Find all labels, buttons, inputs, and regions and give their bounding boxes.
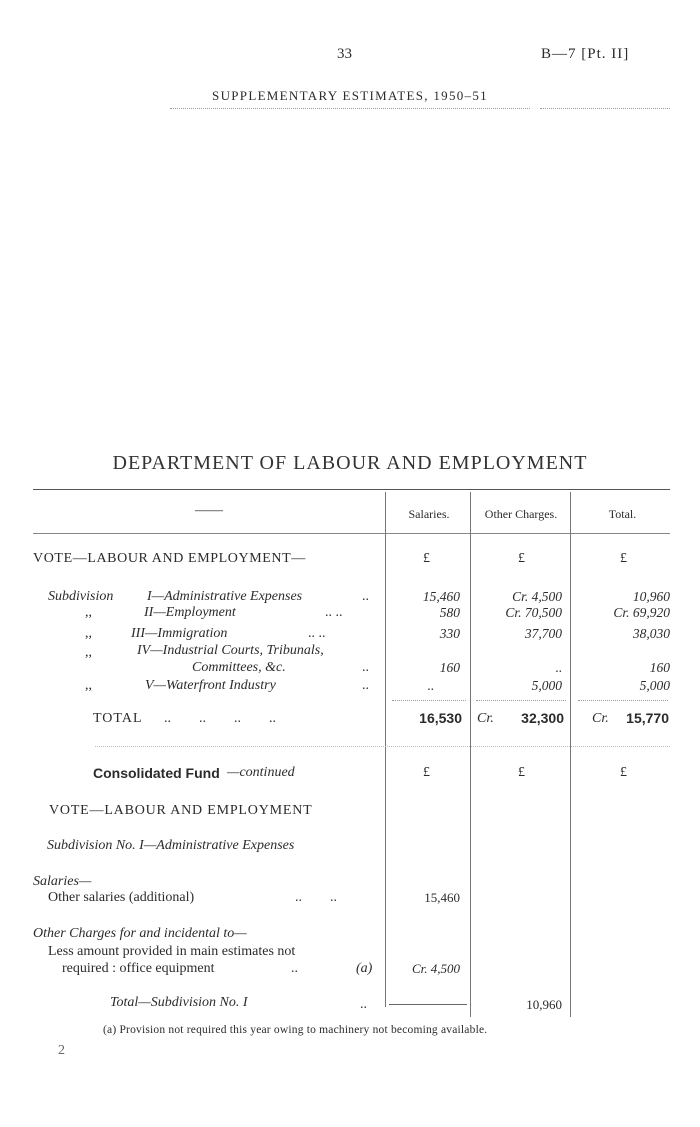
less-amount-line1: Less amount provided in main estimates not: [48, 944, 296, 959]
row-salaries: 160: [439, 660, 460, 675]
page-title: DEPARTMENT OF LABOUR AND EMPLOYMENT: [112, 452, 588, 474]
currency-total: £: [620, 551, 627, 566]
row-salaries: 580: [439, 605, 460, 620]
sum-rule-total: [578, 700, 668, 701]
table-top-rule: [33, 489, 670, 490]
row-prefix: ,,: [85, 626, 92, 641]
total-label: TOTAL: [93, 711, 143, 726]
other-salaries-label: Other salaries (additional): [48, 890, 195, 905]
subdivision-heading: Subdivision No. I—Administrative Expenses: [47, 838, 295, 853]
total-dots: .. .. .. ..: [164, 711, 276, 726]
subdivision-total-dots: ..: [360, 997, 367, 1012]
row-prefix: ,,: [85, 605, 92, 620]
row-salaries: 330: [439, 626, 460, 641]
table-header-rule: [33, 533, 670, 534]
currency-salaries: £: [423, 765, 430, 780]
row-other-charges: Cr. 70,500: [505, 605, 562, 620]
row-label: V—Waterfront Industry: [145, 678, 276, 693]
consolidated-vote-label: VOTE—LABOUR AND EMPLOYMENT: [49, 803, 313, 818]
row-label-continued: Committees, &c.: [192, 660, 286, 675]
currency-salaries: £: [423, 551, 430, 566]
row-salaries: ..: [427, 678, 434, 693]
vote-label: VOTE—LABOUR AND EMPLOYMENT—: [33, 551, 306, 566]
row-total: Cr. 69,920: [613, 605, 670, 620]
currency-other: £: [518, 551, 525, 566]
folio: 2: [58, 1043, 65, 1058]
total-other-charges: 32,300: [521, 710, 564, 726]
row-total: 5,000: [639, 678, 670, 693]
row-dots: ..: [362, 589, 369, 604]
total-other-prefix: Cr.: [477, 711, 494, 726]
page-subtitle: SUPPLEMENTARY ESTIMATES, 1950–51: [212, 88, 488, 103]
row-other-charges: 5,000: [531, 678, 562, 693]
col-divider-1: [385, 492, 386, 1007]
header-other-charges: Other Charges.: [484, 507, 558, 521]
total-total: 15,770: [626, 710, 669, 726]
row-total: 160: [649, 660, 670, 675]
total-total-prefix: Cr.: [592, 711, 609, 726]
row-other-charges: 37,700: [524, 626, 562, 641]
header-dash: ——: [195, 503, 223, 518]
row-dots: ..: [362, 678, 369, 693]
footnote-reference: (a): [356, 961, 373, 976]
less-amount-dots: ..: [291, 961, 298, 976]
header-rule: [540, 108, 670, 109]
subdivision-total-label: Total—Subdivision No. I: [110, 995, 248, 1010]
row-other-charges: ..: [555, 660, 562, 675]
subdivision-sum-rule: [389, 1004, 467, 1005]
row-prefix: ,,: [85, 645, 92, 660]
other-salaries-dots: .. ..: [295, 890, 337, 905]
other-salaries-value: 15,460: [424, 890, 460, 905]
currency-other: £: [518, 765, 525, 780]
total-salaries: 16,530: [419, 710, 462, 726]
section-separator: [95, 746, 670, 747]
row-total: 38,030: [632, 626, 670, 641]
row-total: 10,960: [632, 589, 670, 604]
row-label: II—Employment: [144, 605, 236, 620]
row-salaries: 15,460: [422, 589, 460, 604]
row-dots: .. ..: [325, 605, 343, 620]
currency-total: £: [620, 765, 627, 780]
less-amount-line2: required : office equipment: [62, 961, 215, 976]
footnote: (a) Provision not required this year owing to machinery not becoming available.: [103, 1024, 488, 1036]
header-salaries: Salaries.: [408, 507, 450, 521]
document-reference: B—7 [Pt. II]: [541, 46, 630, 62]
row-prefix: Subdivision: [48, 589, 114, 604]
col-divider-2: [470, 492, 471, 1017]
consolidated-fund-suffix: —continued: [227, 765, 295, 780]
row-dots: .. ..: [308, 626, 326, 641]
row-label: III—Immigration: [131, 626, 228, 641]
sum-rule-salaries: [392, 700, 466, 701]
subdivision-total-value: 10,960: [526, 997, 562, 1012]
salaries-heading: Salaries—: [33, 874, 92, 889]
header-total: Total.: [608, 507, 637, 521]
col-divider-3: [570, 492, 571, 1017]
other-charges-heading: Other Charges for and incidental to—: [33, 926, 247, 941]
subtitle-underline: [170, 108, 530, 109]
consolidated-fund-label: Consolidated Fund: [93, 765, 220, 781]
row-label: I—Administrative Expenses: [147, 589, 303, 604]
row-dots: ..: [362, 660, 369, 675]
row-prefix: ,,: [85, 678, 92, 693]
row-other-charges: Cr. 4,500: [512, 589, 562, 604]
row-label: IV—Industrial Courts, Tribunals,: [137, 643, 324, 658]
sum-rule-other: [476, 700, 566, 701]
page-number: 33: [337, 46, 352, 62]
less-amount-value: Cr. 4,500: [411, 961, 460, 976]
